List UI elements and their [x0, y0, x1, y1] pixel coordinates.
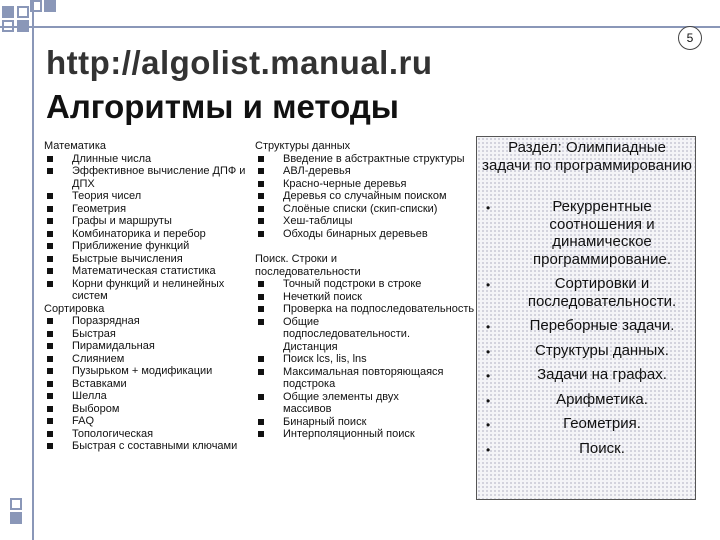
bullet-icon — [47, 393, 53, 399]
list-item: Длинные числа — [44, 153, 252, 166]
column-math-sort — [44, 140, 252, 453]
bullet-icon — [47, 281, 53, 287]
panel-item: • Сортировки и последовательности. — [486, 275, 677, 310]
list-sort — [44, 315, 252, 453]
bullet-icon — [47, 231, 53, 237]
list-item: Интерполяционный поиск — [255, 428, 475, 441]
list-search — [255, 278, 475, 441]
list-item: Приближение функций — [44, 240, 252, 253]
bullet-icon — [47, 431, 53, 437]
list-item: Геометрия — [44, 203, 252, 216]
list-item: FAQ — [44, 415, 252, 428]
bullet-icon — [258, 181, 264, 187]
list-item: Деревья со случайным поиском — [255, 190, 475, 203]
list-item: Быстрая — [44, 328, 252, 341]
panel-item: • Структуры данных. — [482, 342, 696, 360]
list-item: Общие элементы двух массивов — [255, 391, 475, 416]
panel-title: Раздел: Олимпиадные задачи по программированию — [482, 139, 692, 174]
top-rule — [0, 26, 720, 28]
list-item: Графы и маршруты — [44, 215, 252, 228]
page-title-url: http://algolist.manual.ru — [46, 44, 433, 81]
bullet-icon — [258, 369, 264, 375]
bullet-icon — [47, 406, 53, 412]
list-item: Пузырьком + модификации — [44, 365, 252, 378]
bullet-dot-icon: • — [486, 393, 491, 408]
panel-item: • Рекуррентные соотношения и динамическое программирование. — [486, 198, 671, 268]
bullet-icon — [258, 168, 264, 174]
list-item: Слиянием — [44, 353, 252, 366]
bullet-dot-icon: • — [486, 320, 491, 334]
section-heading: Поиск. Строки и последовательности — [255, 253, 361, 278]
bullet-icon — [47, 168, 53, 174]
bullet-dot-icon: • — [486, 201, 491, 215]
list-item: Математическая статистика — [44, 265, 252, 278]
list-item: Точный подстроки в строке — [255, 278, 475, 291]
slide-number: 5 — [678, 26, 702, 50]
list-item: Проверка на подпоследовательность — [255, 303, 475, 316]
bullet-icon — [47, 343, 53, 349]
panel-item: • Задачи на графах. — [482, 366, 696, 384]
bullet-icon — [258, 306, 264, 312]
bullet-icon — [47, 218, 53, 224]
panel-item: • Поиск. — [482, 440, 696, 458]
bullet-icon — [47, 368, 53, 374]
bottom-square-2 — [10, 512, 22, 524]
bullet-icon — [47, 243, 53, 249]
bullet-icon — [258, 218, 264, 224]
list-item: Корни функций и нелинейных систем — [44, 278, 252, 303]
bottom-square-1 — [10, 498, 22, 510]
bullet-icon — [47, 443, 53, 449]
corner-square-1 — [2, 6, 14, 18]
bullet-icon — [47, 418, 53, 424]
bullet-icon — [47, 256, 53, 262]
list-item: Обходы бинарных деревьев — [255, 228, 475, 241]
panel-item: • Арифметика. — [482, 391, 696, 409]
list-item: Шелла — [44, 390, 252, 403]
list-item: Выбором — [44, 403, 252, 416]
bullet-icon — [47, 268, 53, 274]
bullet-icon — [258, 281, 264, 287]
page-title: Алгоритмы и методы — [46, 88, 399, 125]
bullet-icon — [258, 356, 264, 362]
bullet-icon — [258, 431, 264, 437]
panel-list — [482, 198, 696, 464]
list-item: Теория чисел — [44, 190, 252, 203]
bullet-icon — [47, 193, 53, 199]
panel-item: • Геометрия. — [482, 415, 696, 433]
bullet-icon — [258, 231, 264, 237]
section-heading: Математика — [44, 140, 106, 152]
corner-square-4 — [44, 0, 56, 12]
list-item: Поразрядная — [44, 315, 252, 328]
list-item: Красно-черные деревья — [255, 178, 475, 191]
list-item: Топологическая — [44, 428, 252, 441]
bullet-icon — [47, 318, 53, 324]
list-item: Поиск lcs, lis, lns — [255, 353, 475, 366]
bullet-icon — [47, 381, 53, 387]
bullet-icon — [258, 319, 264, 325]
bullet-dot-icon: • — [486, 418, 491, 432]
list-item: Максимальная повторяющаяся подстрока — [255, 366, 475, 391]
bullet-dot-icon: • — [486, 369, 491, 383]
list-math — [44, 153, 252, 303]
list-item: Быстрые вычисления — [44, 253, 252, 266]
bullet-icon — [47, 156, 53, 162]
bullet-icon — [258, 294, 264, 300]
bullet-icon — [47, 356, 53, 362]
bullet-icon — [258, 156, 264, 162]
bullet-dot-icon: • — [486, 278, 491, 292]
list-item: Слоёные списки (скип-списки) — [255, 203, 475, 216]
list-item: Общие подпоследовательности. Дистанция — [255, 316, 475, 354]
section-heading: Сортировка — [44, 302, 105, 315]
list-item: Хеш-таблицы — [255, 215, 475, 228]
list-item: Комбинаторика и перебор — [44, 228, 252, 241]
list-item: Бинарный поиск — [255, 416, 475, 429]
bullet-icon — [258, 206, 264, 212]
bullet-dot-icon: • — [486, 344, 491, 359]
corner-square-2 — [17, 6, 29, 18]
list-structures — [255, 153, 475, 241]
bullet-icon — [258, 419, 264, 425]
list-item: Эффективное вычисление ДПФ и ДПХ — [44, 165, 252, 190]
bullet-icon — [258, 394, 264, 400]
bullet-icon — [258, 193, 264, 199]
bullet-icon — [47, 206, 53, 212]
list-item: АВЛ-деревья — [255, 165, 475, 178]
bullet-icon — [47, 331, 53, 337]
list-item: Пирамидальная — [44, 340, 252, 353]
section-heading: Структуры данных — [255, 140, 351, 152]
bullet-dot-icon: • — [486, 442, 491, 457]
list-item: Быстрая с составными ключами — [44, 440, 252, 453]
list-item: Введение в абстрактные структуры — [255, 153, 475, 166]
list-item: Вставками — [44, 378, 252, 391]
left-rule — [32, 0, 34, 540]
panel-item: • Переборные задачи. — [482, 317, 696, 335]
column-structures-search — [255, 140, 475, 441]
list-item: Нечеткий поиск — [255, 291, 475, 304]
